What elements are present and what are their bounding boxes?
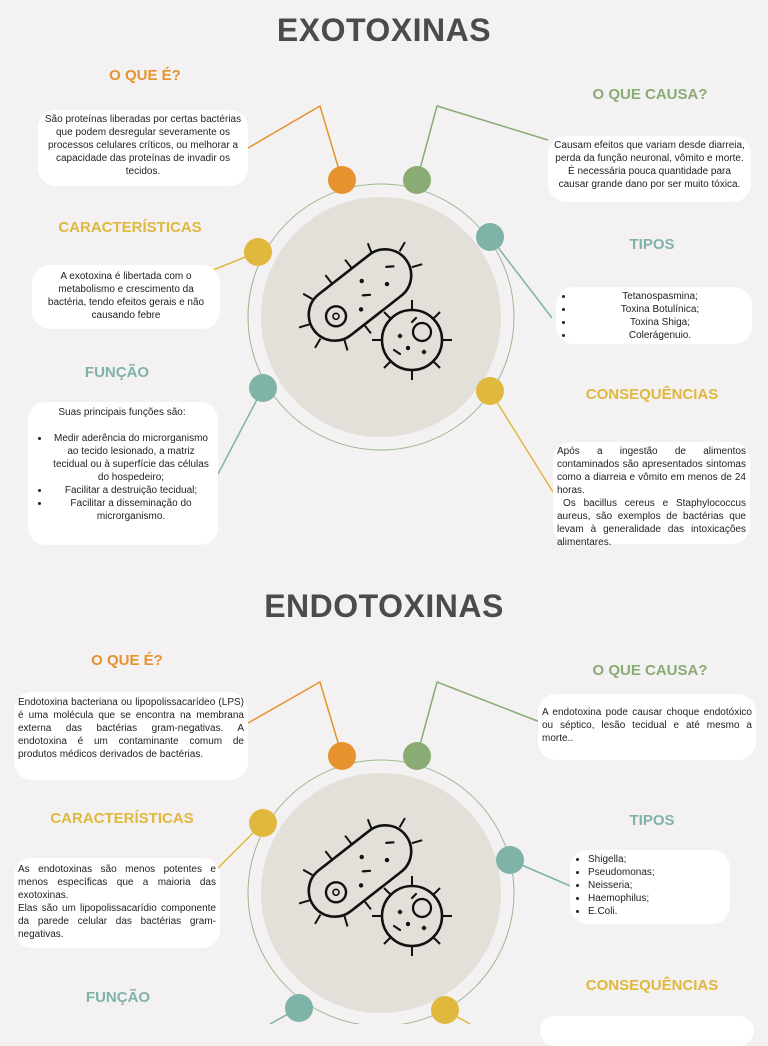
list-item: • Medir aderência do microrganismo ao tecido lesionado, a matriz tecidual ou à superfície das células do hospedeiro; bbox=[50, 432, 212, 484]
exo-carac-box bbox=[32, 265, 220, 329]
exo-conseq-heading: CONSEQUÊNCIAS bbox=[585, 386, 719, 403]
exo-causa-text-1: Causam efeitos que variam desde diarreia, perda da função neuronal, vômito e morte. bbox=[554, 140, 745, 164]
exo-title: EXOTOXINAS bbox=[276, 12, 492, 48]
endo-conseq-heading: CONSEQUÊNCIAS bbox=[585, 977, 719, 994]
endo-oque-heading: O QUE É? bbox=[91, 652, 163, 669]
endo-causa-box bbox=[538, 694, 756, 760]
endo-tipos-heading: TIPOS bbox=[629, 812, 675, 829]
list-item: • Facilitar a disseminação do microrganismo. bbox=[50, 497, 212, 523]
exo-tipos-box bbox=[556, 287, 752, 344]
exo-dot-tipos bbox=[476, 223, 504, 251]
endo-conseq-box bbox=[540, 1016, 754, 1046]
endo-diagram bbox=[218, 682, 575, 1024]
exo-oque-box bbox=[38, 110, 248, 186]
exo-dot-carac bbox=[244, 238, 272, 266]
endo-carac-text-2: Elas são um lipopolissacarídio componente da parede celular das bactérias gram-negativas. bbox=[18, 903, 216, 940]
endo-oque-text: Endotoxina bacteriana ou lipopolissacarídeo (LPS) é uma molécula que se encontra na membrana externa das bactérias gram-negativas. A endotoxina é um contaminante comum de produtos médicos derivados de bactérias. bbox=[18, 697, 244, 760]
endo-dot-oque bbox=[328, 742, 356, 770]
exo-funcao-box bbox=[28, 402, 218, 545]
endo-carac-heading: CARACTERÍSTICAS bbox=[50, 810, 194, 827]
endo-dot-conseq bbox=[431, 996, 459, 1024]
list-item: • Shigella; bbox=[588, 853, 726, 866]
list-item: • Toxina Botulínica; bbox=[574, 303, 746, 316]
endo-tipos-list bbox=[570, 853, 726, 918]
exo-conseq-text-2: Os bacillus cereus e Staphylococcus aureus, são exemplos de bactérias que levam à generalidade das intoxicações alimentares. bbox=[557, 498, 746, 548]
endo-causa-heading: O QUE CAUSA? bbox=[592, 662, 708, 679]
endo-tipos-box bbox=[570, 850, 730, 924]
exo-oque-text: São proteínas liberadas por certas bactérias que podem desregular severamente os processos celulares críticos, ou melhorar a capacidade das proteínas de invadir os tecidos. bbox=[44, 114, 242, 177]
list-item: • Facilitar a destruição tecidual; bbox=[50, 484, 212, 497]
exo-oque-heading: O QUE É? bbox=[109, 67, 181, 84]
endo-dot-tipos bbox=[496, 846, 524, 874]
exo-funcao-heading: FUNÇÃO bbox=[84, 364, 150, 381]
exo-dot-conseq bbox=[476, 377, 504, 405]
endo-dot-funcao bbox=[285, 994, 313, 1022]
exo-causa-text-2: É necessária pouca quantidade para causar grande dano por ser muito tóxica. bbox=[558, 166, 741, 190]
exo-funcao-list bbox=[32, 432, 212, 523]
endo-causa-text: A endotoxina pode causar choque endotóxico ou séptico, lesão tecidual e até mesmo a morte.. bbox=[542, 707, 752, 744]
endo-carac-text-1: As endotoxinas são menos potentes e menos específicas que a maioria das exotoxinas. bbox=[18, 864, 216, 901]
endo-oque-box bbox=[14, 692, 248, 780]
list-item: • E.Coli. bbox=[588, 905, 726, 918]
endo-dot-causa bbox=[403, 742, 431, 770]
endo-carac-box bbox=[14, 858, 220, 948]
exo-conseq-box bbox=[553, 442, 750, 548]
endo-dot-carac bbox=[249, 809, 277, 837]
exo-carac-heading: CARACTERÍSTICAS bbox=[58, 219, 202, 236]
exo-carac-text: A exotoxina é libertada com o metabolismo e crescimento da bactéria, tendo efeitos gerais e não causando febre bbox=[47, 271, 205, 321]
exo-conseq-text-1: Após a ingestão de alimentos contaminados são apresentados sintomas como a diarreia e vômito em menos de 24 horas. bbox=[557, 446, 746, 496]
list-item: • Pseudomonas; bbox=[588, 866, 726, 879]
exo-causa-box bbox=[548, 136, 751, 202]
exo-dot-oque bbox=[328, 166, 356, 194]
list-item: • Tetanospasmina; bbox=[574, 290, 746, 303]
list-item: • Colerágenuio. bbox=[574, 329, 746, 342]
endo-funcao-heading: FUNÇÃO bbox=[85, 989, 151, 1006]
exo-dot-funcao bbox=[249, 374, 277, 402]
exo-dot-causa bbox=[403, 166, 431, 194]
exo-tipos-list bbox=[556, 290, 746, 342]
list-item: • Neisseria; bbox=[588, 879, 726, 892]
list-item: • Haemophilus; bbox=[588, 892, 726, 905]
exo-tipos-heading: TIPOS bbox=[629, 236, 675, 253]
exo-diagram bbox=[208, 106, 553, 492]
list-item: • Toxina Shiga; bbox=[574, 316, 746, 329]
exo-causa-heading: O QUE CAUSA? bbox=[592, 86, 708, 103]
endo-title: ENDOTOXINAS bbox=[264, 588, 504, 624]
exo-funcao-intro: Suas principais funções são: bbox=[58, 407, 186, 418]
